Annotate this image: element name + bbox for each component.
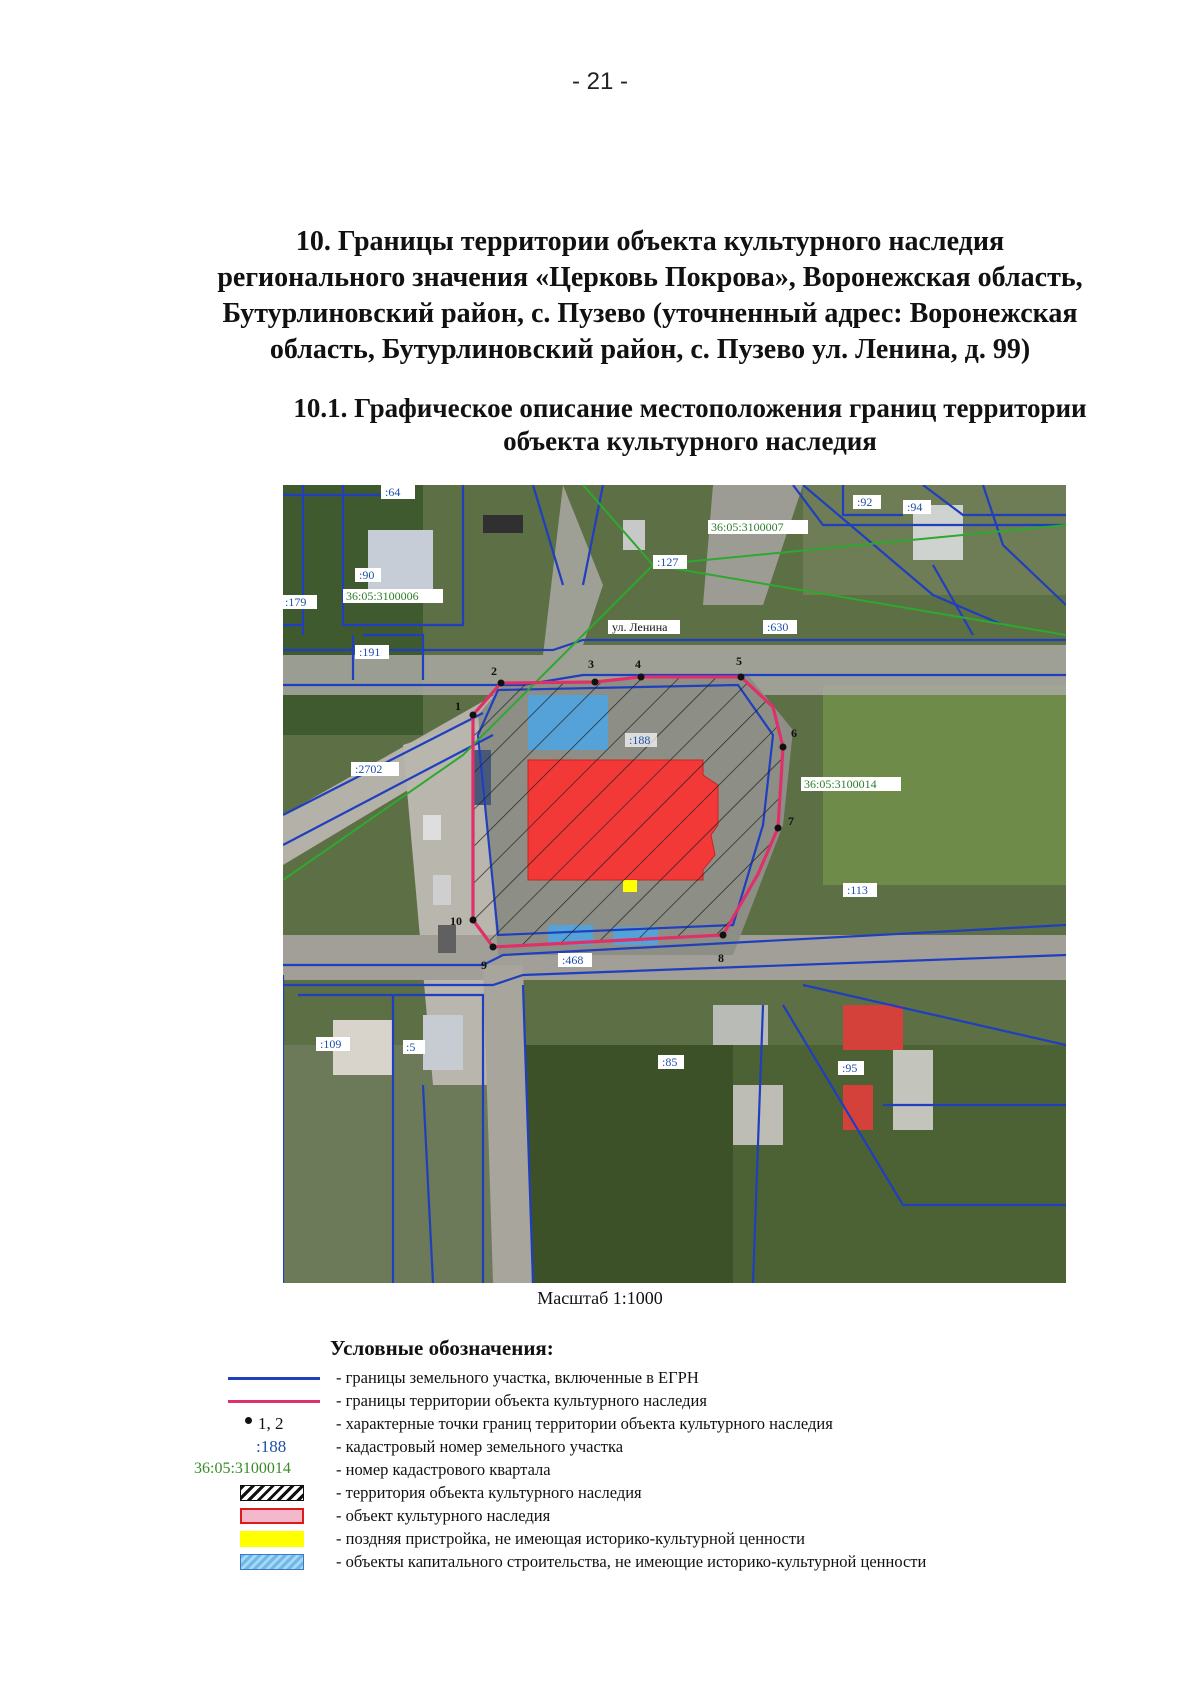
- parcel-label: :5: [406, 1040, 416, 1054]
- parcel-label: :64: [385, 485, 401, 499]
- point-label: 9: [481, 958, 487, 972]
- point-label: 1: [455, 699, 461, 713]
- house-roof: [843, 1005, 903, 1050]
- quarter-label: 36:05:3100006: [346, 589, 419, 603]
- legend-item: [200, 1482, 1120, 1505]
- quarter-label: 36:05:3100007: [711, 520, 784, 534]
- legend-item: [200, 1436, 1120, 1459]
- blue-line-symbol: [228, 1377, 320, 1380]
- house-roof: [843, 1085, 873, 1130]
- legend-text: - характерные точки границ территории объекта культурного наследия: [336, 1414, 833, 1433]
- parcel-label: :95: [842, 1061, 858, 1075]
- subheading-line: 10.1. Графическое описание местоположения границ территории: [293, 393, 1087, 423]
- pink-box-symbol: [240, 1508, 304, 1524]
- point-label: 6: [791, 726, 797, 740]
- quarter-number-sample: 36:05:3100014: [194, 1460, 291, 1477]
- heading-line: 10. Границы территории объекта культурного наследия: [295, 226, 1005, 257]
- point-symbol-icon: [245, 1417, 252, 1424]
- legend-item: [200, 1367, 1120, 1390]
- legend-item: [200, 1551, 1120, 1574]
- house-roof: [893, 1050, 933, 1130]
- point-label: 2: [491, 664, 497, 678]
- legend-text: - объекты капитального строительства, не имеющие историко-культурной ценности: [336, 1552, 927, 1571]
- subheading-line: объекта культурного наследия: [503, 426, 877, 456]
- legend-text: - номер кадастрового квартала: [336, 1460, 551, 1479]
- heritage-territory: [473, 677, 783, 947]
- legend-title: Условные обозначения:: [330, 1336, 554, 1360]
- yellow-box-symbol: [240, 1531, 304, 1547]
- legend-item: [194, 1459, 1120, 1482]
- house-roof: [423, 1015, 463, 1070]
- legend-text: - поздняя пристройка, не имеющая историко-культурной ценности: [336, 1529, 805, 1548]
- parcel-label: :90: [359, 568, 375, 582]
- parcel-label: :468: [562, 953, 584, 967]
- quarter-label: 36:05:3100014: [804, 777, 877, 791]
- point-label: 3: [588, 657, 594, 671]
- pink-line-symbol: [228, 1400, 320, 1403]
- heading-line: регионального значения «Церковь Покрова», Воронежская область,: [217, 262, 1083, 293]
- point-label: 8: [718, 951, 724, 965]
- parcel-label: :191: [359, 645, 381, 659]
- hatch-symbol: [240, 1485, 304, 1501]
- page-number: - 21 -: [571, 68, 628, 95]
- car: [438, 925, 456, 953]
- legend-item: [200, 1413, 1120, 1436]
- aerial-map: [283, 485, 1066, 1283]
- parcel-label: :113: [847, 883, 868, 897]
- parcel-label: :188: [629, 733, 651, 747]
- parcel-number-sample: :188: [256, 1437, 287, 1456]
- point-label: 7: [788, 814, 794, 828]
- car: [423, 815, 441, 840]
- legend-item: [200, 1505, 1120, 1528]
- map-scale: Масштаб 1:1000: [537, 1288, 663, 1308]
- legend-item: [200, 1528, 1120, 1551]
- street-label: ул. Ленина: [612, 620, 668, 634]
- heading-line: область, Бутурлиновский район, с. Пузево ул. Ленина, д. 99): [269, 334, 1031, 365]
- terrain-field: [513, 1045, 733, 1283]
- parcel-label: :179: [285, 595, 307, 609]
- legend-item: [200, 1390, 1120, 1413]
- parcel-label: :85: [662, 1055, 678, 1069]
- parcel-label: :109: [320, 1037, 342, 1051]
- section-heading: [150, 224, 1150, 368]
- car: [433, 875, 451, 905]
- car: [483, 515, 523, 533]
- point-label: 5: [736, 654, 742, 668]
- legend-text: - территория объекта культурного наследия: [336, 1483, 642, 1502]
- blue-box-symbol: [240, 1554, 304, 1570]
- parcel-label: :127: [657, 555, 679, 569]
- legend-text: - кадастровый номер земельного участка: [336, 1437, 624, 1456]
- house-roof: [713, 1005, 768, 1045]
- parcel-label: :2702: [355, 762, 383, 776]
- heading-line: Бутурлиновский район, с. Пузево (уточненный адрес: Воронежская: [222, 298, 1078, 329]
- legend-text: - объект культурного наследия: [336, 1506, 551, 1525]
- legend-text: - границы земельного участка, включенные в ЕГРН: [336, 1368, 699, 1387]
- subsection-heading: [240, 392, 1140, 458]
- legend-text: - границы территории объекта культурного наследия: [336, 1391, 707, 1410]
- point-symbol-label: 1, 2: [258, 1414, 284, 1433]
- parcel-label: :94: [907, 500, 923, 514]
- parcel-label: :92: [857, 495, 873, 509]
- parcel-label: :630: [767, 620, 789, 634]
- point-label: 4: [635, 657, 641, 671]
- point-label: 10: [450, 914, 462, 928]
